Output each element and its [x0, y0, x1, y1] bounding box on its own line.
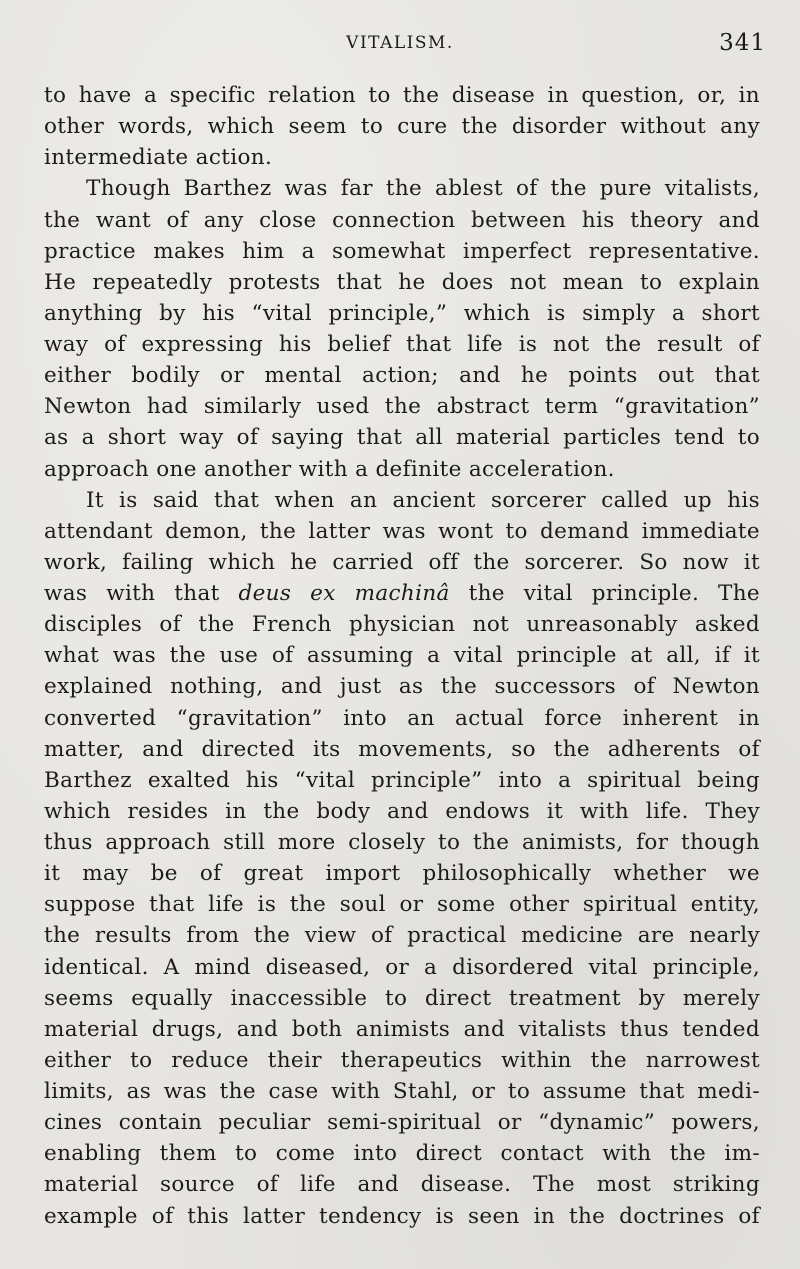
text-line: seems equally inaccessible to direct treatment by merely [44, 985, 760, 1011]
text-line: approach one another with a definite acceleration. [44, 456, 615, 482]
text-line: the want of any close connection between his theory and [44, 207, 760, 233]
text-line: converted “gravitation” into an actual force inherent in [44, 705, 760, 731]
text-line: example of this latter tendency is seen in the doctrines of [44, 1203, 760, 1229]
text-line: attendant demon, the latter was wont to demand immediate [44, 518, 760, 544]
page-number: 341 [719, 30, 766, 56]
text-line: disciples of the French physician not unreasonably asked [44, 612, 760, 638]
text-line: the results from the view of practical medicine are nearly [44, 923, 760, 949]
body-text [44, 80, 760, 1232]
text-line: He repeatedly protests that he does not mean to explain [44, 269, 760, 295]
text-line: other words, which seem to cure the disorder without any [44, 114, 760, 140]
text-run: was with that [44, 581, 239, 606]
text-line: Though Barthez was far the ablest of the pure vitalists, [86, 176, 760, 202]
running-title: VITALISM. [346, 33, 454, 53]
text-line: which resides in the body and endows it with life. They [44, 798, 760, 824]
text-line: either to reduce their therapeutics within the narrowest [44, 1047, 760, 1073]
text-line: enabling them to come into direct contact with the im- [44, 1141, 760, 1167]
text-line: suppose that life is the soul or some other spiritual entity, [44, 892, 760, 918]
running-head [0, 30, 800, 60]
text-line: limits, as was the case with Stahl, or to assume that medi- [44, 1079, 760, 1104]
text-line: anything by his “vital principle,” which is simply a short [44, 300, 760, 326]
text-run: the vital principle. The [449, 581, 760, 606]
italic-phrase: deus ex machinâ [238, 581, 450, 606]
text-line: material drugs, and both animists and vitalists thus tended [44, 1016, 760, 1042]
text-line: way of expressing his belief that life is not the result of [44, 332, 760, 357]
text-line: Newton had similarly used the abstract term “gravitation” [44, 394, 760, 420]
text-line: Barthez exalted his “vital principle” into a spiritual being [44, 767, 760, 793]
text-line: material source of life and disease. The most striking [44, 1172, 760, 1198]
text-line: to have a specific relation to the disease in question, or, in [44, 83, 760, 108]
text-line: It is said that when an ancient sorcerer called up his [86, 487, 760, 513]
text-line: practice makes him a somewhat imperfect representative. [44, 238, 760, 264]
text-line: intermediate action. [44, 145, 273, 171]
text-line: work, failing which he carried off the sorcerer. So now it [44, 549, 760, 575]
text-line: identical. A mind diseased, or a disordered vital principle, [44, 954, 760, 980]
text-line: explained nothing, and just as the successors of Newton [44, 674, 760, 700]
text-line: either bodily or mental action; and he points out that [44, 363, 760, 389]
text-line: it may be of great import philosophically whether we [44, 861, 760, 887]
text-line: as a short way of saying that all material particles tend to [44, 425, 760, 451]
text-line: what was the use of assuming a vital principle at all, if it [44, 643, 760, 669]
text-line: cines contain peculiar semi-spiritual or “dynamic” powers, [44, 1110, 760, 1136]
text-line [44, 578, 760, 609]
text-line: thus approach still more closely to the animists, for though [44, 830, 760, 855]
text-line: matter, and directed its movements, so the adherents of [44, 736, 760, 762]
